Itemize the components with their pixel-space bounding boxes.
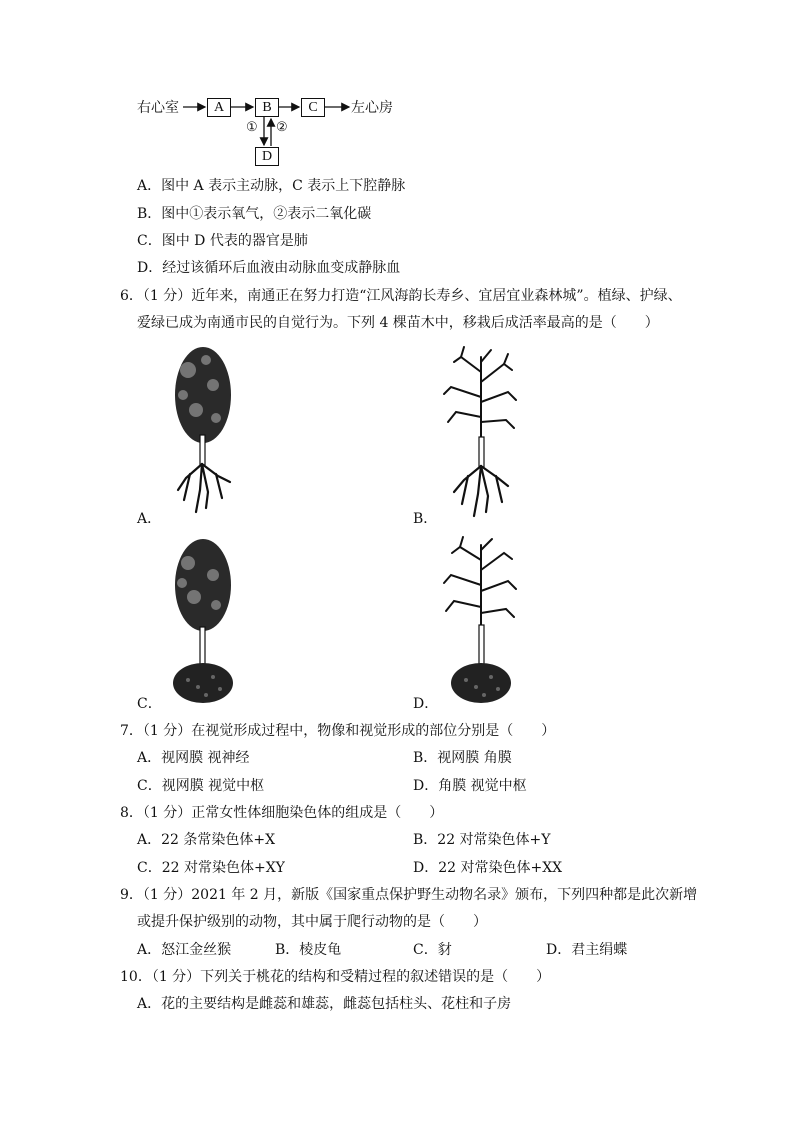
tree-c-leafy-soil-ball-icon [158, 535, 248, 710]
diagram-box-b: B [255, 98, 279, 117]
tree-b-bare-branches-bare-roots-icon [436, 342, 526, 522]
q7-option-d: D．角膜 视觉中枢 [413, 778, 527, 794]
q5-option-d: D．经过该循环后血液由动脉血变成静脉血 [137, 260, 401, 276]
tree-a-leafy-bare-roots-icon [158, 340, 248, 520]
q8-option-c: C．22 对常染色体+XY [137, 860, 285, 876]
q7-stem: 7．（1 分）在视觉形成过程中，物像和视觉形成的部位分别是（ ） [120, 723, 556, 739]
q9-stem-line1: 9．（1 分）2021 年 2 月，新版《国家重点保护野生动物名录》颁布，下列四种都是此次新增 [120, 887, 698, 903]
diagram-left-atrium-label: 左心房 [351, 100, 393, 116]
q6-label-a: A． [137, 511, 162, 527]
q6-stem-line2: 爱绿已成为南通市民的自觉行为。下列 4 棵苗木中，移栽后成活率最高的是（ ） [137, 315, 659, 331]
q8-option-d: D．22 对常染色体+XX [413, 860, 563, 876]
diagram-box-c: C [301, 98, 325, 117]
q6-stem-line1: 6．（1 分）近年来，南通正在努力打造“江风海韵长寿乡、宜居宜业森林城”。植绿、护绿、 [120, 288, 682, 304]
q9-option-a: A．怒江金丝猴 [137, 942, 232, 958]
q8-option-b: B．22 对常染色体+Y [413, 832, 551, 848]
q8-option-a: A．22 条常染色体+X [137, 832, 276, 848]
q9-option-d: D．君主绢蝶 [546, 942, 628, 958]
q9-option-c: C．豺 [413, 942, 452, 958]
q8-stem: 8．（1 分）正常女性体细胞染色体的组成是（ ） [120, 805, 444, 821]
diagram-right-ventricle-label: 右心室 [137, 100, 179, 116]
tree-d-bare-branches-soil-ball-icon [436, 535, 526, 710]
q7-option-b: B．视网膜 角膜 [413, 750, 512, 766]
q7-option-a: A．视网膜 视神经 [137, 750, 250, 766]
q5-option-b: B．图中①表示氧气，②表示二氧化碳 [137, 206, 372, 222]
diagram-mark-2: ② [276, 120, 288, 135]
diagram-box-a: A [207, 98, 231, 117]
q6-label-c: C． [137, 696, 162, 712]
q7-option-c: C．视网膜 视觉中枢 [137, 778, 265, 794]
q9-stem-line2: 或提升保护级别的动物，其中属于爬行动物的是（ ） [137, 914, 487, 930]
q10-stem: 10．（1 分）下列关于桃花的结构和受精过程的叙述错误的是（ ） [120, 969, 551, 985]
q9-option-b: B．棱皮龟 [275, 942, 342, 958]
q5-option-a: A．图中 A 表示主动脉，C 表示上下腔静脉 [137, 178, 406, 194]
q6-label-b: B． [413, 511, 438, 527]
diagram-box-d: D [255, 147, 279, 166]
q10-option-a: A．花的主要结构是雌蕊和雄蕊，雌蕊包括柱头、花柱和子房 [137, 996, 512, 1012]
q6-label-d: D． [413, 696, 439, 712]
diagram-mark-1: ① [246, 120, 258, 135]
diagram-arrows [0, 0, 794, 200]
q5-option-c: C．图中 D 代表的器官是肺 [137, 233, 308, 249]
